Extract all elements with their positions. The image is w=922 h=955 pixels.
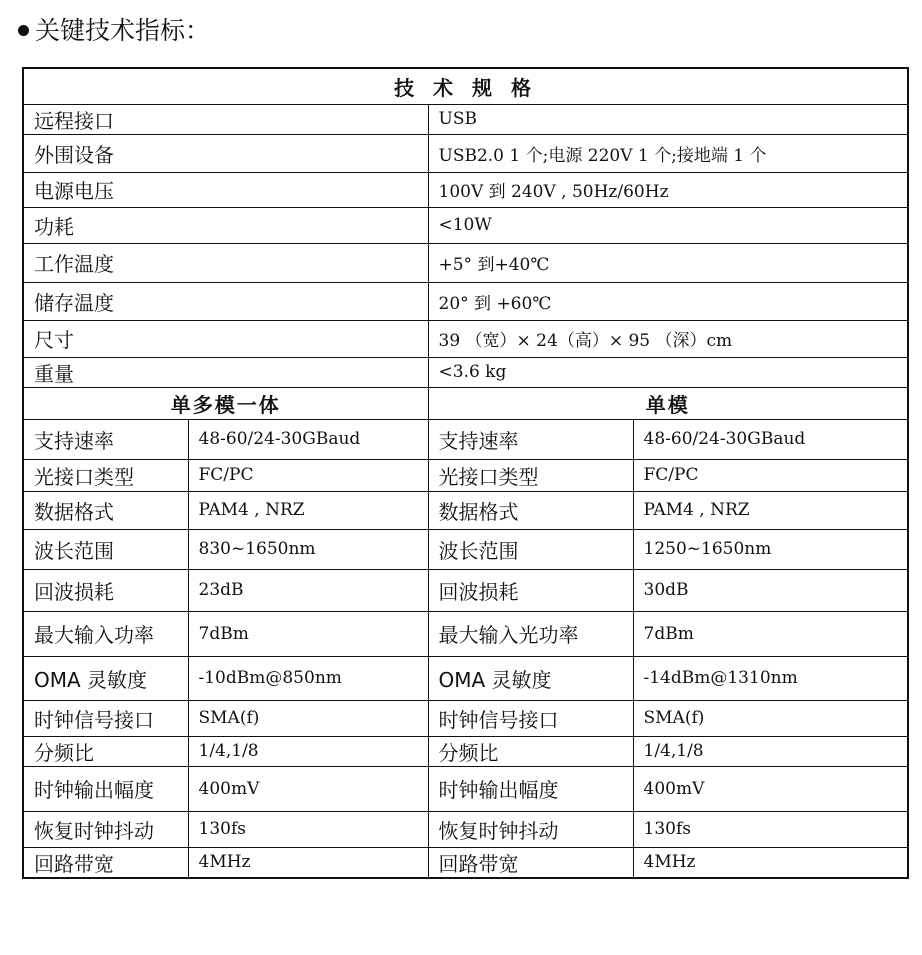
row-label: 工作温度 (23, 243, 428, 282)
row-value: USB (428, 104, 908, 134)
right-label: 回路带宽 (428, 847, 633, 878)
table-row (23, 736, 908, 766)
right-label: 分频比 (428, 736, 633, 766)
left-value: 4MHz (188, 847, 428, 878)
spec-table (22, 67, 909, 879)
left-value: -10dBm@850nm (188, 656, 428, 700)
table-row (23, 656, 908, 700)
left-value: 23dB (188, 569, 428, 611)
table-row (23, 766, 908, 811)
table-row (23, 847, 908, 878)
row-value: <10W (428, 207, 908, 243)
left-value: 1/4,1/8 (188, 736, 428, 766)
right-value: 48-60/24-30GBaud (633, 419, 908, 459)
left-label: 恢复时钟抖动 (23, 811, 188, 847)
row-value: 100V 到 240V , 50Hz/60Hz (428, 172, 908, 207)
right-value: 1/4,1/8 (633, 736, 908, 766)
table-row (23, 243, 908, 282)
right-label: 支持速率 (428, 419, 633, 459)
table-row (23, 811, 908, 847)
right-value: 7dBm (633, 611, 908, 656)
table-title: 技 术 规 格 (23, 68, 908, 104)
left-label: OMA 灵敏度 (23, 656, 188, 700)
row-label: 储存温度 (23, 282, 428, 320)
right-label: 数据格式 (428, 491, 633, 529)
right-label: 时钟输出幅度 (428, 766, 633, 811)
section-header-right: 单模 (428, 387, 908, 419)
table-row (23, 134, 908, 172)
right-label: 最大输入光功率 (428, 611, 633, 656)
left-label: 分频比 (23, 736, 188, 766)
table-row (23, 700, 908, 736)
table-row (23, 282, 908, 320)
table-row (23, 207, 908, 243)
section-header-left: 单多模一体 (23, 387, 428, 419)
table-row (23, 529, 908, 569)
row-label: 尺寸 (23, 320, 428, 357)
left-label: 回路带宽 (23, 847, 188, 878)
table-row (23, 419, 908, 459)
section-heading (18, 16, 210, 46)
table-row (23, 104, 908, 134)
right-value: 4MHz (633, 847, 908, 878)
right-value: PAM4 , NRZ (633, 491, 908, 529)
left-value: PAM4 , NRZ (188, 491, 428, 529)
table-row (23, 320, 908, 357)
section-header-row (23, 387, 908, 419)
left-label: 波长范围 (23, 529, 188, 569)
left-label: 时钟输出幅度 (23, 766, 188, 811)
right-value: 400mV (633, 766, 908, 811)
right-value: -14dBm@1310nm (633, 656, 908, 700)
left-label: 最大输入功率 (23, 611, 188, 656)
table-row (23, 611, 908, 656)
left-value: 830~1650nm (188, 529, 428, 569)
table-row (23, 357, 908, 387)
row-label: 电源电压 (23, 172, 428, 207)
row-value: +5° 到+40℃ (428, 243, 908, 282)
left-label: 支持速率 (23, 419, 188, 459)
table-title-row (23, 68, 908, 104)
heading-text: 关键技术指标： (35, 16, 211, 45)
right-label: OMA 灵敏度 (428, 656, 633, 700)
bullet-icon (18, 25, 29, 36)
table-row (23, 491, 908, 529)
row-label: 重量 (23, 357, 428, 387)
right-label: 波长范围 (428, 529, 633, 569)
left-label: 光接口类型 (23, 459, 188, 491)
right-label: 时钟信号接口 (428, 700, 633, 736)
row-value: <3.6 kg (428, 357, 908, 387)
right-label: 光接口类型 (428, 459, 633, 491)
table-row (23, 569, 908, 611)
row-label: 功耗 (23, 207, 428, 243)
right-value: 1250~1650nm (633, 529, 908, 569)
right-label: 回波损耗 (428, 569, 633, 611)
row-label: 外围设备 (23, 134, 428, 172)
left-value: FC/PC (188, 459, 428, 491)
right-value: FC/PC (633, 459, 908, 491)
left-value: 400mV (188, 766, 428, 811)
right-value: 30dB (633, 569, 908, 611)
left-label: 时钟信号接口 (23, 700, 188, 736)
left-label: 回波损耗 (23, 569, 188, 611)
left-value: 48-60/24-30GBaud (188, 419, 428, 459)
row-value: 20° 到 +60℃ (428, 282, 908, 320)
right-value: 130fs (633, 811, 908, 847)
row-label: 远程接口 (23, 104, 428, 134)
left-value: SMA(f) (188, 700, 428, 736)
left-value: 7dBm (188, 611, 428, 656)
right-value: SMA(f) (633, 700, 908, 736)
row-value: 39 （宽）× 24（高）× 95 （深）cm (428, 320, 908, 357)
row-value: USB2.0 1 个;电源 220V 1 个;接地端 1 个 (428, 134, 908, 172)
right-label: 恢复时钟抖动 (428, 811, 633, 847)
table-row (23, 459, 908, 491)
table-row (23, 172, 908, 207)
left-value: 130fs (188, 811, 428, 847)
left-label: 数据格式 (23, 491, 188, 529)
